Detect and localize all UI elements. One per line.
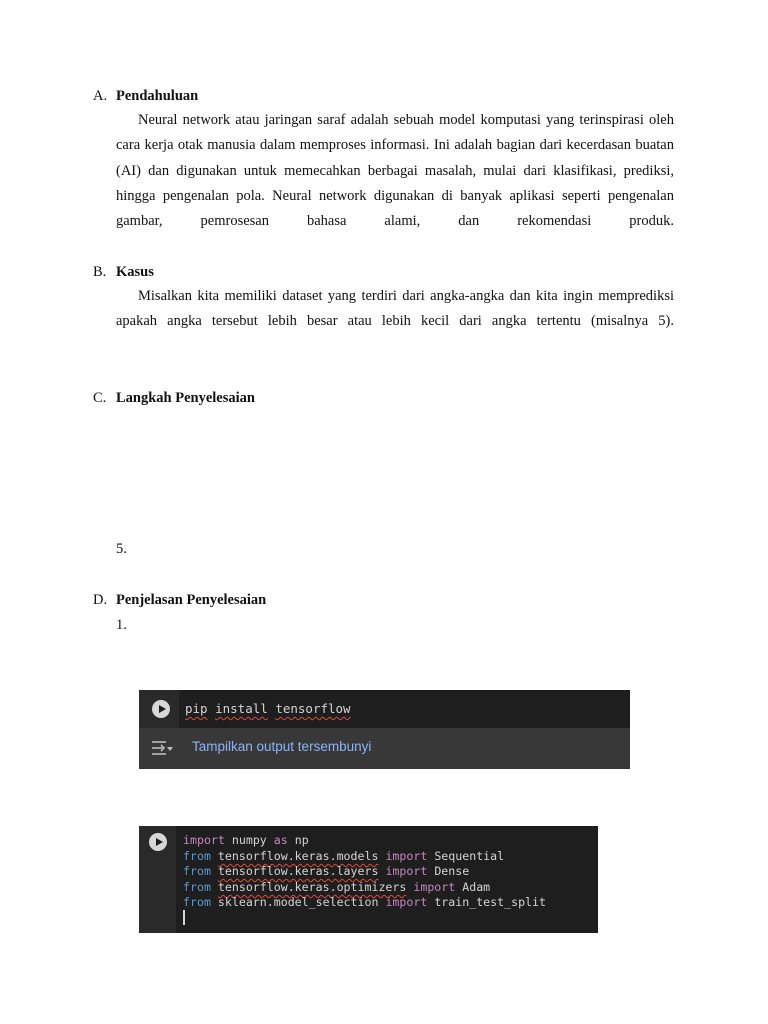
keyword: from — [183, 864, 211, 878]
section-a-body: Neural network atau jaringan saraf adalah sebuah model komputasi yang terinspirasi oleh cara kerja otak manusia dalam memproses informasi. Ini adalah bagian dari kecerdasan buatan (AI) dan digunakan untuk memecahkan berbagai masalah, mulai dari klasifikasi, prediksi, hingga pengenalan pola. Neural network digunakan di banyak aplikasi seperti pengenalan gambar, pemrosesan bahasa alami, dan rekomendasi produk. — [116, 112, 674, 230]
code-line-2[interactable] — [183, 849, 504, 863]
code-line-5[interactable] — [183, 895, 546, 909]
section-d-title: Penjelasan Penyelesaian — [116, 592, 267, 608]
import-name: Sequential — [434, 849, 505, 863]
keyword: as — [273, 833, 288, 847]
code-cell-input-row[interactable] — [139, 690, 630, 728]
section-c-letter: C. — [93, 390, 107, 406]
module-name: tensorflow.keras.models — [217, 849, 379, 863]
keyword: import — [385, 849, 428, 863]
section-b-heading — [93, 264, 154, 281]
section-c-list-number: 5. — [116, 541, 127, 557]
keyword: from — [183, 849, 211, 863]
code-cell-imports[interactable] — [139, 826, 598, 933]
keyword: import — [183, 833, 225, 847]
code-line[interactable] — [185, 701, 351, 716]
section-a-title: Pendahuluan — [116, 88, 199, 104]
section-a-letter: A. — [93, 88, 108, 104]
import-name: Adam — [462, 880, 491, 894]
code-line-4[interactable] — [183, 880, 490, 894]
expand-output-icon[interactable] — [151, 738, 173, 758]
section-c-heading — [93, 390, 255, 407]
keyword: import — [385, 895, 428, 909]
module-name: numpy — [231, 833, 267, 847]
section-d-letter: D. — [93, 592, 108, 608]
show-hidden-output-link[interactable]: Tampilkan output tersembunyi — [192, 739, 372, 754]
code-line-1[interactable] — [183, 833, 309, 847]
section-c-title: Langkah Penyelesaian — [116, 390, 255, 406]
section-b-letter: B. — [93, 264, 107, 280]
keyword: from — [183, 895, 211, 909]
section-d-heading — [93, 592, 266, 609]
import-name: np — [294, 833, 309, 847]
section-b-title: Kasus — [116, 264, 154, 280]
import-name: train_test_split — [434, 895, 546, 909]
module-name: tensorflow.keras.layers — [217, 864, 379, 878]
code-cell-pip-install — [139, 690, 630, 769]
module-name: sklearn.model_selection — [217, 895, 379, 909]
code-line-3[interactable] — [183, 864, 469, 878]
keyword: from — [183, 880, 211, 894]
play-icon[interactable] — [149, 833, 167, 851]
keyword: import — [385, 864, 428, 878]
section-d-list-number: 1. — [116, 617, 127, 633]
import-name: Dense — [434, 864, 470, 878]
play-icon[interactable] — [152, 700, 170, 718]
section-a-heading — [93, 88, 198, 105]
keyword: import — [413, 880, 456, 894]
code-token-pkg: tensorflow — [275, 701, 351, 716]
code-token-sub: install — [215, 701, 268, 716]
module-name: tensorflow.keras.optimizers — [217, 880, 407, 894]
section-b-body: Misalkan kita memiliki dataset yang terdiri dari angka-angka dan kita ingin memprediksi apakah angka tersebut lebih besar atau lebih kecil dari angka tertentu (misalnya 5). — [116, 288, 674, 330]
output-toggle-row[interactable] — [139, 728, 630, 769]
code-token-cmd: pip — [185, 701, 208, 716]
text-cursor — [183, 910, 185, 925]
